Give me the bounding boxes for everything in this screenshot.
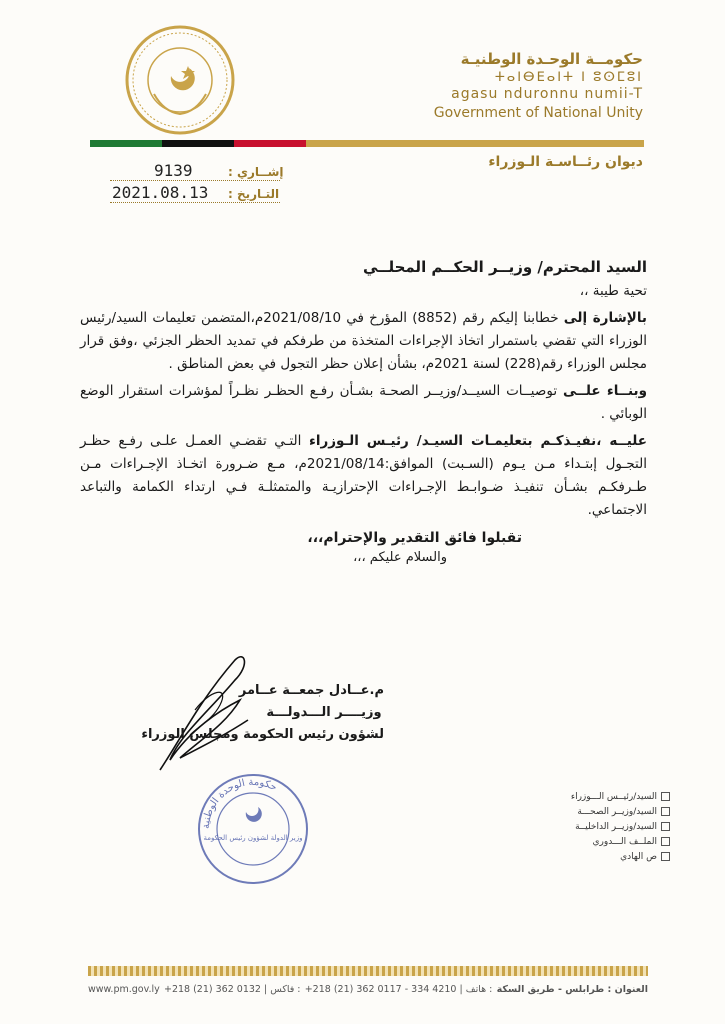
footer-address: العنوان : طرابلس - طريق السكة xyxy=(496,984,648,995)
copy-item xyxy=(500,850,670,865)
handwritten-signature xyxy=(140,640,260,780)
reference-date-line xyxy=(110,202,280,203)
salutation: السيد المحترم/ وزيــر الحكــم المحلــي xyxy=(363,258,647,276)
stripe-black xyxy=(162,140,234,147)
closing-line: تقبلوا فائق التقدير والإحترام،،، xyxy=(307,530,522,546)
reference-number-line xyxy=(110,180,280,181)
footer-website[interactable]: www.pm.gov.ly xyxy=(88,984,160,995)
paragraph-3-lead: عليــه ،نفيـذكـم بتعليمـات السيـد/ رئيـس الـوزراء xyxy=(308,433,647,449)
copy-item xyxy=(500,820,670,835)
paragraph-2-text: توصيــات السيــد/وزيــر الصحـة بشـأن رفـع الحظـر نظـراً لمؤشرات استقرار الوضع الوبائي . xyxy=(80,383,647,422)
official-stamp xyxy=(196,772,310,886)
copy-item-label: السيد/وزيــر الداخليــة xyxy=(575,822,657,832)
flag-stripe xyxy=(90,140,644,147)
copies-list xyxy=(500,790,670,865)
footer-contact xyxy=(88,984,648,995)
signatory-title: وزيــــر الـــدولـــة xyxy=(266,705,382,720)
reference-number: 9139 xyxy=(154,161,193,180)
svg-text:حكومة الوحدة الوطنية xyxy=(201,777,279,829)
copy-item-label: السيد/رئيــس الـــوزراء xyxy=(570,792,657,802)
reference-date: 2021.08.13 xyxy=(112,183,209,202)
stripe-gold xyxy=(306,140,644,147)
checkbox-icon xyxy=(661,792,670,801)
gnu-emblem-logo xyxy=(124,24,236,136)
footer-fax: +218 (21) 362 0132 | فاكس : xyxy=(163,984,301,995)
paragraph-1 xyxy=(80,307,647,376)
gov-name-tifinagh: ⵜⴰⵏⴱⴹⴰⵏⵜ ⵏ ⵓⵙⵎⵓⵏ xyxy=(494,70,643,85)
checkbox-icon xyxy=(661,852,670,861)
reference-number-label: إشــاري : xyxy=(228,165,284,179)
paragraph-2 xyxy=(80,380,647,426)
copy-item-label: ص الهادي xyxy=(620,852,657,862)
checkbox-icon xyxy=(661,822,670,831)
stamp-center-text: وزير الدولة لشؤون رئيس الحكومة xyxy=(203,834,303,842)
paragraph-1-lead: بالإشارة إلى xyxy=(563,310,647,326)
stamp-ring-text: حكومة الوحدة الوطنية xyxy=(200,776,279,830)
copy-item-label: الملــف الـــدوري xyxy=(592,837,657,847)
signature-block xyxy=(141,680,384,746)
gov-name-arabic: حكومــة الوحـدة الوطنيـة xyxy=(460,50,643,68)
stripe-red xyxy=(234,140,306,147)
footer-ornament xyxy=(88,966,648,976)
copy-item xyxy=(500,790,670,805)
stripe-green xyxy=(90,140,162,147)
letter-body xyxy=(80,258,647,565)
paragraph-3 xyxy=(80,430,647,522)
copy-item xyxy=(500,805,670,820)
checkbox-icon xyxy=(661,807,670,816)
signatory-name: م.عــادل جمعــة عــامر xyxy=(238,683,384,698)
gov-name-english: Government of National Unity xyxy=(433,105,643,121)
paragraph-1-text: خطابنا إليكم رقم (8852) المؤرخ في 2021/08/10م،المتضمن تعليمات السيد/رئيس الوزراء التي تقضي باستمرار اتخاذ الإجراءات المتخذة من طرفكم في تمديد الحظر الجزئي ،وفق قرار مجلس الوزراء رقم(228) لسنة 2021م، بشأن إعلان حظر التجول في بعض المناطق . xyxy=(80,310,647,372)
signatory-dept: لشؤون رئيس الحكومة ومجلس الوزراء xyxy=(141,727,384,742)
copy-item xyxy=(500,835,670,850)
farewell-line: والسلام عليكم ،،، xyxy=(353,550,447,565)
paragraph-3-text: التـي تقضـي العمـل علـى رفـع حظـر التجـول إبتـداء مـن يـوم (السـبت) الموافق:2021/08/14م، مـع ضـرورة اتخـاذ الإجـراءات مـن طـرفكـم بشـأن تنفيـذ ضـوابـط الإجـراءات الإحترازيـة والمتمثلـة فـي ارتداء الكمامة والتباعد الاجتماعي. xyxy=(80,433,647,518)
checkbox-icon xyxy=(661,837,670,846)
gov-name-latin: agasu nduronnu numii-T xyxy=(451,86,643,102)
paragraph-2-lead: وبنــاء علــى xyxy=(562,383,647,399)
reference-date-label: التـاريخ : xyxy=(228,187,280,201)
office-title: ديوان رئــاسـة الـوزراء xyxy=(488,154,643,170)
footer-phone: +218 (21) 362 0117 - 334 4210 | هاتف : xyxy=(304,984,493,995)
greeting: تحية طيبة ،، xyxy=(579,283,647,299)
copy-item-label: السيد/وزيــر الصحـــة xyxy=(577,807,657,817)
